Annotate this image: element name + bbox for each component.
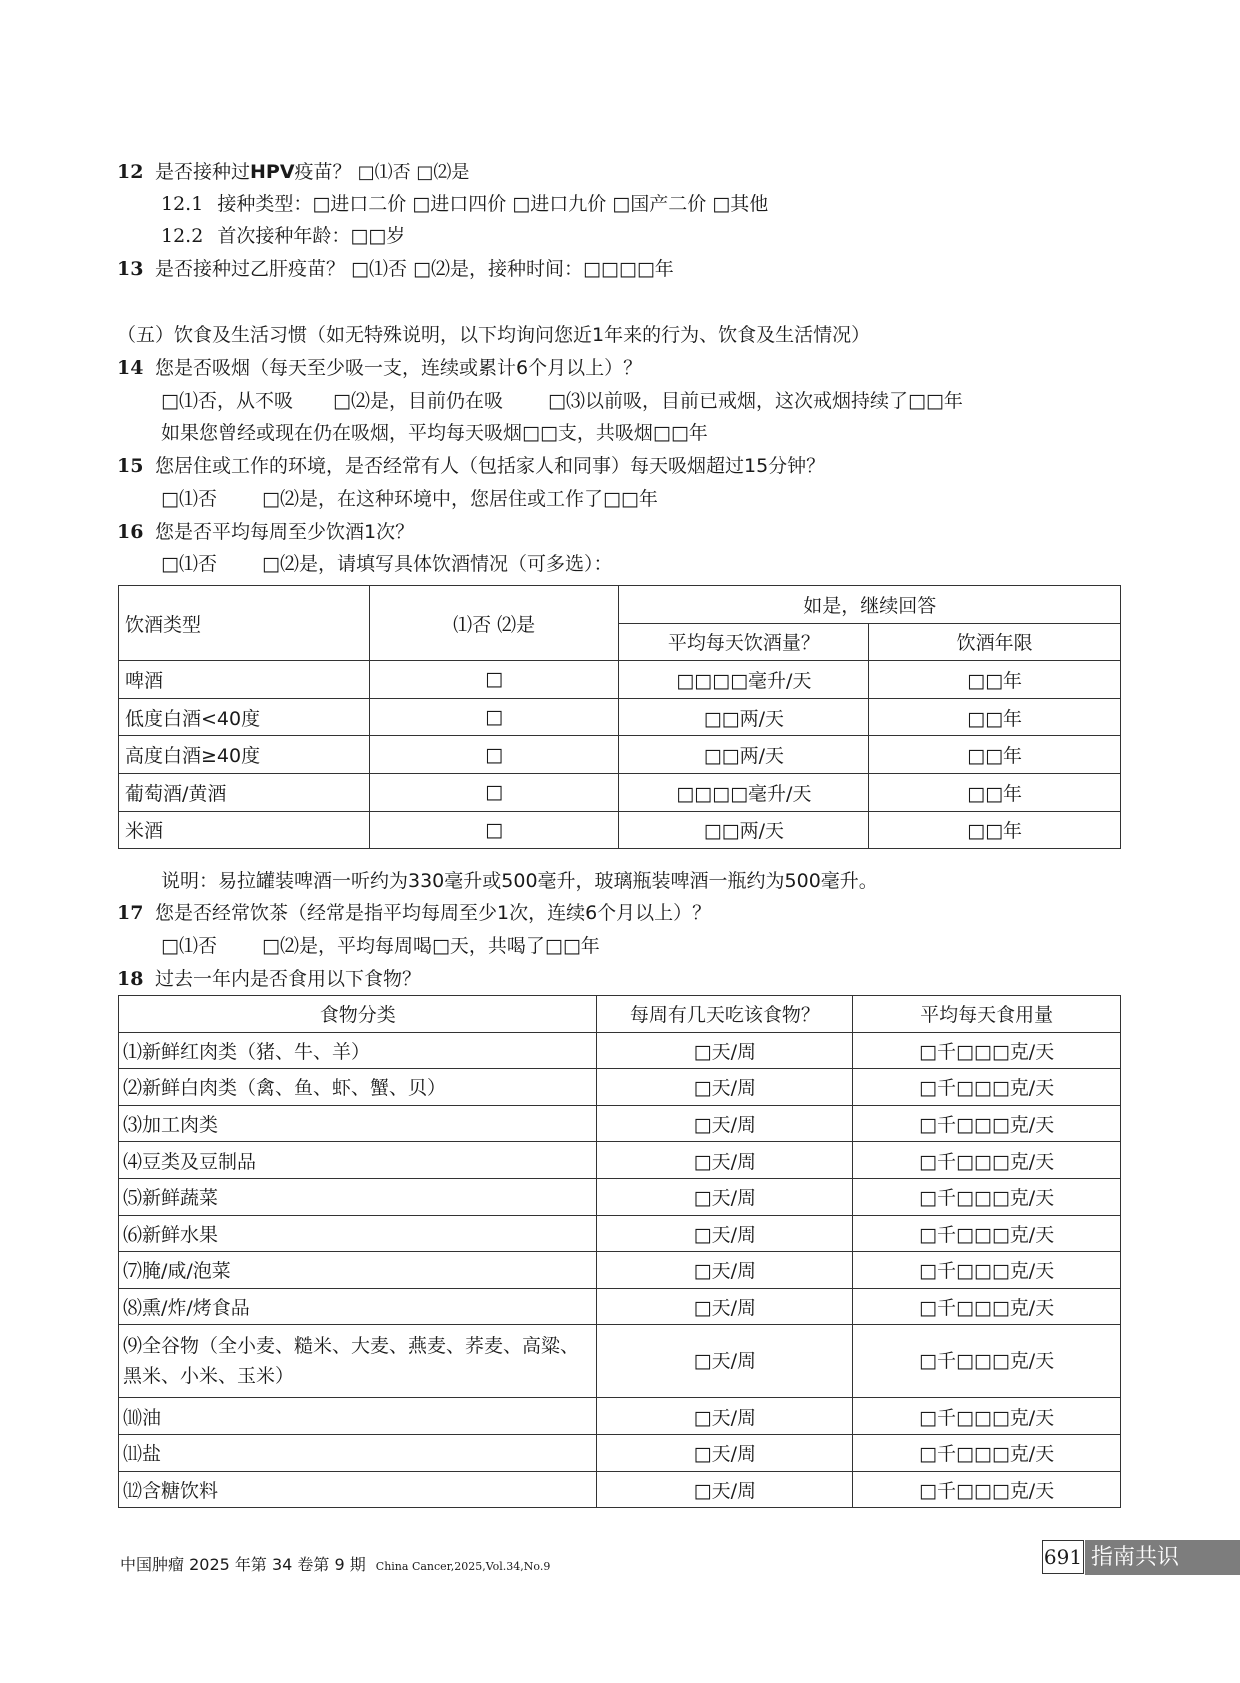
food-category: ⑴新鲜红肉类（猪、牛、羊） bbox=[119, 1032, 597, 1069]
section-tab: 指南共识 bbox=[1085, 1540, 1240, 1575]
q14-line bbox=[117, 355, 642, 381]
alcohol-checkbox[interactable]: □ bbox=[369, 698, 619, 736]
q13-text[interactable]: 是否接种过乙肝疫苗？ □⑴否 □⑵是，接种时间：□□□□年 bbox=[155, 258, 674, 280]
alcohol-header-if-yes: 如是，继续回答 bbox=[619, 586, 1121, 624]
food-category-line1: ⑼全谷物（全小麦、糙米、大麦、燕麦、荞麦、高粱、 bbox=[123, 1335, 580, 1358]
food-header-amount: 平均每天食用量 bbox=[853, 996, 1121, 1033]
beer-note: 说明：易拉罐装啤酒一听约为330毫升或500毫升，玻璃瓶装啤酒一瓶约为500毫升。 bbox=[161, 870, 878, 892]
table-row bbox=[119, 1288, 1121, 1325]
table-row bbox=[119, 661, 1121, 699]
food-days[interactable]: □天/周 bbox=[597, 1288, 853, 1325]
journal-footer bbox=[120, 1552, 550, 1575]
alcohol-years[interactable]: □□年 bbox=[869, 773, 1121, 811]
q12-text-b: 疫苗？ bbox=[294, 161, 352, 183]
food-category: ⑿含糖饮料 bbox=[119, 1471, 597, 1508]
food-days[interactable]: □天/周 bbox=[597, 1325, 853, 1398]
alcohol-checkbox[interactable]: □ bbox=[369, 811, 619, 849]
q14-opt2[interactable]: □⑵是，目前仍在吸 bbox=[333, 390, 503, 412]
food-header-days: 每周有几天吃该食物？ bbox=[597, 996, 853, 1033]
alcohol-years[interactable]: □□年 bbox=[869, 698, 1121, 736]
q15-opt1[interactable]: □⑴否 bbox=[161, 488, 217, 510]
q16-line bbox=[117, 519, 414, 545]
journal-name-cn: 中国肿瘤 2025 年第 34 卷第 9 期 bbox=[120, 1555, 366, 1574]
food-days[interactable]: □天/周 bbox=[597, 1398, 853, 1435]
q17-opt2[interactable]: □⑵是，平均每周喝□天，共喝了□□年 bbox=[262, 935, 600, 957]
alcohol-header-amount: 平均每天饮酒量？ bbox=[619, 623, 869, 661]
alcohol-header-yesno: ⑴否 ⑵是 bbox=[369, 586, 619, 661]
page-number: 691 bbox=[1042, 1540, 1084, 1574]
q17-line bbox=[117, 900, 711, 926]
alcohol-table bbox=[118, 585, 1121, 849]
food-category: ⑸新鲜蔬菜 bbox=[119, 1178, 597, 1215]
food-category: ⑵新鲜白肉类（禽、鱼、虾、蟹、贝） bbox=[119, 1069, 597, 1106]
table-row bbox=[119, 736, 1121, 774]
alcohol-amount[interactable]: □□□□毫升/天 bbox=[619, 773, 869, 811]
table-row bbox=[119, 1471, 1121, 1508]
q13-line bbox=[117, 256, 674, 282]
table-row bbox=[119, 698, 1121, 736]
alcohol-amount[interactable]: □□两/天 bbox=[619, 736, 869, 774]
section5-title: （五）饮食及生活习惯（如无特殊说明，以下均询问您近1年来的行为、饮食及生活情况） bbox=[117, 324, 871, 346]
table-row bbox=[119, 1069, 1121, 1106]
food-amount[interactable]: □千□□□克/天 bbox=[853, 1434, 1121, 1471]
alcohol-type: 啤酒 bbox=[119, 661, 370, 699]
q16-number: 16 bbox=[117, 521, 144, 543]
food-category: ⑻熏/炸/烤食品 bbox=[119, 1288, 597, 1325]
q13-number: 13 bbox=[117, 258, 144, 280]
q17-opt1[interactable]: □⑴否 bbox=[161, 935, 217, 957]
food-category: ⑹新鲜水果 bbox=[119, 1215, 597, 1252]
q17-text: 您是否经常饮茶（经常是指平均每周至少1次，连续6个月以上）？ bbox=[155, 902, 712, 924]
alcohol-type: 低度白酒<40度 bbox=[119, 698, 370, 736]
food-table bbox=[118, 995, 1121, 1508]
q14-opt3[interactable]: □⑶以前吸，目前已戒烟，这次戒烟持续了□□年 bbox=[548, 390, 963, 412]
food-amount[interactable]: □千□□□克/天 bbox=[853, 1142, 1121, 1179]
table-row bbox=[119, 1178, 1121, 1215]
q14-text: 您是否吸烟（每天至少吸一支，连续或累计6个月以上）？ bbox=[155, 357, 643, 379]
q14-follow[interactable]: 如果您曾经或现在仍在吸烟，平均每天吸烟□□支，共吸烟□□年 bbox=[161, 422, 708, 444]
alcohol-years[interactable]: □□年 bbox=[869, 811, 1121, 849]
q17-number: 17 bbox=[117, 902, 144, 924]
food-amount[interactable]: □千□□□克/天 bbox=[853, 1252, 1121, 1289]
food-amount[interactable]: □千□□□克/天 bbox=[853, 1398, 1121, 1435]
food-category: ⑺腌/咸/泡菜 bbox=[119, 1252, 597, 1289]
table-row bbox=[119, 1142, 1121, 1179]
food-amount[interactable]: □千□□□克/天 bbox=[853, 1069, 1121, 1106]
q12-2-line bbox=[161, 223, 405, 249]
food-days[interactable]: □天/周 bbox=[597, 1105, 853, 1142]
food-days[interactable]: □天/周 bbox=[597, 1471, 853, 1508]
alcohol-checkbox[interactable]: □ bbox=[369, 773, 619, 811]
alcohol-amount[interactable]: □□□□毫升/天 bbox=[619, 661, 869, 699]
q12-2-number: 12.2 bbox=[161, 225, 204, 247]
table-row bbox=[119, 1325, 1121, 1398]
table-row bbox=[119, 1398, 1121, 1435]
alcohol-amount[interactable]: □□两/天 bbox=[619, 698, 869, 736]
food-category: ⑾盐 bbox=[119, 1434, 597, 1471]
food-amount[interactable]: □千□□□克/天 bbox=[853, 1215, 1121, 1252]
q18-number: 18 bbox=[117, 968, 144, 990]
table-row bbox=[119, 811, 1121, 849]
alcohol-type: 葡萄酒/黄酒 bbox=[119, 773, 370, 811]
q12-line bbox=[117, 159, 469, 186]
food-category: ⑷豆类及豆制品 bbox=[119, 1142, 597, 1179]
q12-1-number: 12.1 bbox=[161, 193, 204, 215]
q16-opt2[interactable]: □⑵是，请填写具体饮酒情况（可多选）： bbox=[262, 553, 613, 575]
food-days[interactable]: □天/周 bbox=[597, 1178, 853, 1215]
q12-1-line bbox=[161, 191, 768, 217]
table-row bbox=[119, 1032, 1121, 1069]
table-row bbox=[119, 1434, 1121, 1471]
table-row bbox=[119, 773, 1121, 811]
food-header-category: 食物分类 bbox=[119, 996, 597, 1033]
food-days[interactable]: □天/周 bbox=[597, 1069, 853, 1106]
food-amount[interactable]: □千□□□克/天 bbox=[853, 1288, 1121, 1325]
q18-text: 过去一年内是否食用以下食物？ bbox=[155, 968, 422, 990]
q14-number: 14 bbox=[117, 357, 144, 379]
q15-text: 您居住或工作的环境，是否经常有人（包括家人和同事）每天吸烟超过15分钟？ bbox=[155, 455, 826, 477]
food-days[interactable]: □天/周 bbox=[597, 1215, 853, 1252]
q18-line bbox=[117, 966, 421, 992]
q15-number: 15 bbox=[117, 455, 144, 477]
food-category-line2: 黑米、小米、玉米） bbox=[123, 1365, 295, 1388]
q12-2-text[interactable]: 首次接种年龄：□□岁 bbox=[217, 225, 406, 247]
food-amount[interactable]: □千□□□克/天 bbox=[853, 1471, 1121, 1508]
q12-options[interactable]: □⑴否 □⑵是 bbox=[357, 162, 470, 183]
q14-opt1[interactable]: □⑴否，从不吸 bbox=[161, 390, 293, 412]
alcohol-type: 米酒 bbox=[119, 811, 370, 849]
food-amount[interactable]: □千□□□克/天 bbox=[853, 1178, 1121, 1215]
food-category bbox=[119, 1325, 597, 1398]
food-amount[interactable]: □千□□□克/天 bbox=[853, 1032, 1121, 1069]
food-days[interactable]: □天/周 bbox=[597, 1252, 853, 1289]
alcohol-years[interactable]: □□年 bbox=[869, 661, 1121, 699]
food-amount[interactable]: □千□□□克/天 bbox=[853, 1105, 1121, 1142]
alcohol-header-years: 饮酒年限 bbox=[869, 623, 1121, 661]
q12-text-bold: HPV bbox=[250, 161, 295, 183]
food-days[interactable]: □天/周 bbox=[597, 1434, 853, 1471]
q16-opt1[interactable]: □⑴否 bbox=[161, 553, 217, 575]
alcohol-header-type: 饮酒类型 bbox=[119, 586, 370, 661]
food-category: ⑽油 bbox=[119, 1398, 597, 1435]
alcohol-type: 高度白酒≥40度 bbox=[119, 736, 370, 774]
food-amount[interactable]: □千□□□克/天 bbox=[853, 1325, 1121, 1398]
q15-opt2[interactable]: □⑵是，在这种环境中，您居住或工作了□□年 bbox=[262, 488, 658, 510]
table-row bbox=[119, 1105, 1121, 1142]
alcohol-checkbox[interactable]: □ bbox=[369, 736, 619, 774]
food-category: ⑶加工肉类 bbox=[119, 1105, 597, 1142]
alcohol-amount[interactable]: □□两/天 bbox=[619, 811, 869, 849]
q12-text-a: 是否接种过 bbox=[155, 161, 251, 183]
q12-1-text[interactable]: 接种类型：□进口二价 □进口四价 □进口九价 □国产二价 □其他 bbox=[217, 193, 769, 215]
alcohol-checkbox[interactable]: □ bbox=[369, 661, 619, 699]
food-days[interactable]: □天/周 bbox=[597, 1032, 853, 1069]
table-row bbox=[119, 1252, 1121, 1289]
alcohol-years[interactable]: □□年 bbox=[869, 736, 1121, 774]
journal-name-en: China Cancer,2025,Vol.34,No.9 bbox=[375, 1560, 551, 1573]
q15-line bbox=[117, 453, 825, 479]
q16-text: 您是否平均每周至少饮酒1次？ bbox=[155, 521, 415, 543]
q12-number: 12 bbox=[117, 161, 144, 183]
food-days[interactable]: □天/周 bbox=[597, 1142, 853, 1179]
table-row bbox=[119, 1215, 1121, 1252]
